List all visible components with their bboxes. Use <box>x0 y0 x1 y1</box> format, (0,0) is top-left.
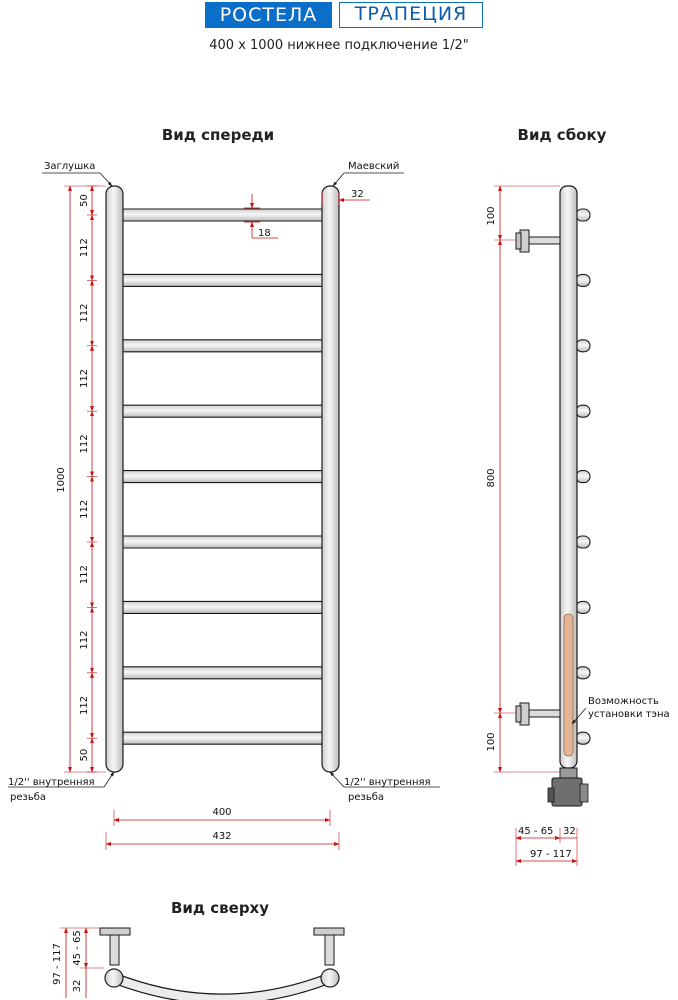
side-rung-stub <box>576 536 590 548</box>
chain-dim-label: 112 <box>79 368 90 389</box>
total-height-dim: 1000 <box>56 467 67 493</box>
front-rung <box>117 667 333 679</box>
thread-right-line2: резьба <box>348 792 385 803</box>
chain-dim-label: 112 <box>79 303 90 323</box>
top-view-rung <box>114 978 330 999</box>
top-wall-range-dim: 45 - 65 <box>72 930 83 966</box>
left-vertical-pipe <box>106 186 123 772</box>
heater-element <box>564 614 573 756</box>
product-subtitle: 400 x 1000 нижнее подключение 1/2" <box>209 38 469 53</box>
rung-diameter-dim: 18 <box>258 228 271 239</box>
front-view-title: Вид спереди <box>161 126 275 144</box>
mayevsky-label: Маевский <box>348 161 400 172</box>
front-rung <box>117 732 333 744</box>
front-rung <box>117 471 333 483</box>
top-view-left-bracket <box>110 935 119 965</box>
side-view-title: Вид сбоку <box>517 126 607 144</box>
chain-dim-label: 112 <box>79 499 90 519</box>
heater-label-line2: установки тэна <box>588 709 670 720</box>
top-view-left-flange <box>100 928 130 935</box>
side-bottom-dim: 100 <box>486 732 497 752</box>
plug-label: Заглушка <box>44 161 96 172</box>
thread-left-line2: резьба <box>10 792 47 803</box>
chain-dim-label: 112 <box>79 630 90 650</box>
top-pipe-dim: 32 <box>72 979 83 993</box>
top-depth-range-dim: 97 - 117 <box>52 943 63 985</box>
side-view <box>486 126 670 866</box>
heater-connector <box>560 768 577 778</box>
thread-left-line1: 1/2'' внутренняя <box>8 777 95 788</box>
chain-dim-label: 112 <box>79 565 90 585</box>
top-view-right-pipe <box>321 969 339 987</box>
side-top-dim: 100 <box>486 206 497 226</box>
side-wall-range-dim: 45 - 65 <box>518 826 554 837</box>
center-distance-dim: 400 <box>212 807 232 818</box>
side-pipe-dim: 32 <box>563 826 576 837</box>
chain-dim-label: 50 <box>79 748 90 762</box>
front-view <box>8 126 440 850</box>
model-name: ТРАПЕЦИЯ <box>339 2 483 28</box>
right-vertical-pipe <box>322 186 339 772</box>
thread-right-line1: 1/2'' внутренняя <box>344 777 431 788</box>
side-rung-stub <box>576 667 590 679</box>
front-rungs <box>117 209 333 744</box>
side-rung-stub <box>576 340 590 352</box>
top-view-title: Вид сверху <box>170 899 270 917</box>
heater-label-line1: Возможность <box>588 696 659 707</box>
top-view-right-bracket <box>325 935 334 965</box>
side-rung-stub <box>576 732 590 744</box>
front-rung <box>117 209 333 221</box>
side-rung-stub <box>576 405 590 417</box>
chain-dim-label: 112 <box>79 434 90 454</box>
front-rung <box>117 601 333 613</box>
side-rung-stub <box>576 601 590 613</box>
chain-dim-label: 112 <box>79 695 90 716</box>
top-view <box>52 899 344 999</box>
chain-dim-label: 50 <box>79 194 90 207</box>
top-view-left-pipe <box>105 969 123 987</box>
brand-logo: РОСТЕЛА <box>205 2 332 28</box>
front-chain-dimensions <box>79 186 97 772</box>
side-middle-dim: 800 <box>486 468 497 488</box>
side-rung-stub <box>576 471 590 483</box>
front-rung <box>117 340 333 352</box>
overall-width-dim: 432 <box>212 831 232 842</box>
bottom-wall-bracket <box>527 710 560 717</box>
heater-control-box <box>552 778 582 806</box>
side-rung-stub <box>576 209 590 221</box>
side-rung-stub <box>576 274 590 286</box>
front-rung <box>117 536 333 548</box>
top-wall-bracket <box>527 237 560 244</box>
chain-dim-label: 112 <box>79 238 90 258</box>
top-view-right-flange <box>314 928 344 935</box>
front-rung <box>117 274 333 286</box>
side-rung-stubs <box>576 209 590 744</box>
side-depth-range-dim: 97 - 117 <box>530 849 572 860</box>
pipe-offset-dim: 32 <box>351 189 364 200</box>
front-rung <box>117 405 333 417</box>
